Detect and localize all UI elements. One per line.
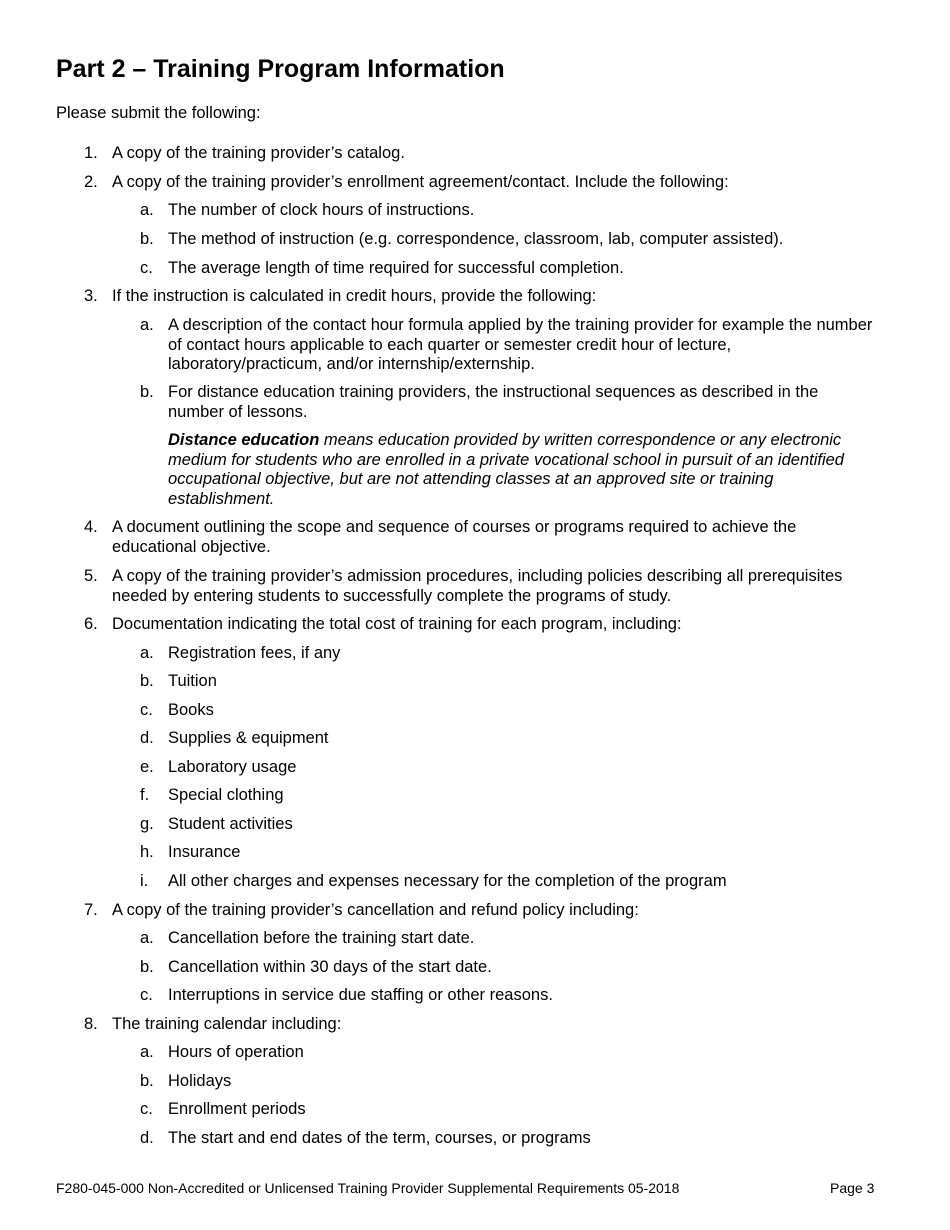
- sub-item-letter: a.: [140, 316, 154, 334]
- sub-item-letter: a.: [140, 929, 154, 947]
- sub-item-letter: d.: [140, 729, 154, 747]
- sub-item: Supplies & equipment: [168, 729, 329, 747]
- sub-item: The method of instruction (e.g. correspondence, classroom, lab, computer assisted).: [168, 230, 784, 248]
- page-title: Part 2 – Training Program Information: [56, 55, 505, 83]
- sub-item: Special clothing: [168, 786, 284, 804]
- sub-item-letter: a.: [140, 201, 154, 219]
- sub-item: Insurance: [168, 843, 241, 861]
- sub-item-letter: h.: [140, 843, 154, 861]
- sub-item: Enrollment periods: [168, 1100, 306, 1118]
- intro-text: Please submit the following:: [56, 104, 261, 122]
- sub-item-letter: b.: [140, 958, 154, 976]
- sub-item: Student activities: [168, 815, 293, 833]
- sub-item: The start and end dates of the term, courses, or programs: [168, 1129, 591, 1147]
- item-number: 2.: [84, 173, 98, 191]
- sub-item-letter: d.: [140, 1129, 154, 1147]
- list-item: If the instruction is calculated in credit hours, provide the following:: [112, 287, 597, 305]
- sub-item-letter: f.: [140, 786, 150, 804]
- sub-item-letter: a.: [140, 644, 154, 662]
- sub-item: Hours of operation: [168, 1043, 304, 1061]
- list-item: A copy of the training provider’s enrollment agreement/contact. Include the following:: [112, 173, 729, 191]
- sub-item-letter: b.: [140, 383, 154, 401]
- sub-item: The average length of time required for successful completion.: [168, 259, 624, 277]
- item-number: 8.: [84, 1015, 98, 1033]
- definition-term: Distance education: [168, 431, 320, 449]
- sub-item: Cancellation within 30 days of the start date.: [168, 958, 492, 976]
- sub-item: Books: [168, 701, 214, 719]
- item-number: 5.: [84, 567, 98, 585]
- item-number: 6.: [84, 615, 98, 633]
- footer-page-number: Page 3: [830, 1180, 875, 1196]
- sub-item-letter: e.: [140, 758, 154, 776]
- item-number: 1.: [84, 144, 98, 162]
- sub-item: Tuition: [168, 672, 217, 690]
- sub-item-letter: i.: [140, 872, 149, 890]
- sub-item-letter: c.: [140, 701, 153, 719]
- item-number: 3.: [84, 287, 98, 305]
- list-item: A copy of the training provider’s catalog.: [112, 144, 405, 162]
- sub-item: Holidays: [168, 1072, 232, 1090]
- list-item: A copy of the training provider’s admission procedures, including policies describing all prerequisites needed by entering students to successfully complete the programs of study.: [112, 567, 843, 605]
- sub-item-letter: g.: [140, 815, 154, 833]
- sub-item-letter: b.: [140, 230, 154, 248]
- sub-item-letter: c.: [140, 259, 153, 277]
- list-item: A document outlining the scope and sequence of courses or programs required to achieve the educational objective.: [112, 518, 797, 556]
- sub-item: Laboratory usage: [168, 758, 297, 776]
- list-item: The training calendar including:: [112, 1015, 342, 1033]
- sub-item: Interruptions in service due staffing or other reasons.: [168, 986, 553, 1004]
- footer-form-id: F280-045-000 Non-Accredited or Unlicensed Training Provider Supplemental Requirements 05-2018: [56, 1180, 680, 1196]
- sub-item: A description of the contact hour formula applied by the training provider for example the number of contact hours applicable to each quarter or semester credit hour of lecture, laboratory/practicum, and/or internship/externship.: [168, 316, 873, 373]
- item-number: 4.: [84, 518, 98, 536]
- definition-text: means education provided by written correspondence or any electronic medium for students who are enrolled in a private vocational school in pursuit of an identified occupational objective, but are not attending classes at an approved site or training establishment.: [168, 431, 844, 508]
- definition-note: [168, 431, 880, 509]
- sub-item: The number of clock hours of instructions.: [168, 201, 475, 219]
- list-item: A copy of the training provider’s cancellation and refund policy including:: [112, 901, 639, 919]
- sub-item-letter: b.: [140, 672, 154, 690]
- item-number: 7.: [84, 901, 98, 919]
- sub-item-letter: c.: [140, 986, 153, 1004]
- sub-item-letter: a.: [140, 1043, 154, 1061]
- list-item: Documentation indicating the total cost of training for each program, including:: [112, 615, 682, 633]
- sub-item: Cancellation before the training start date.: [168, 929, 475, 947]
- sub-item: For distance education training providers, the instructional sequences as described in the number of lessons.: [168, 383, 819, 421]
- sub-item: Registration fees, if any: [168, 644, 341, 662]
- sub-item-letter: c.: [140, 1100, 153, 1118]
- sub-item-letter: b.: [140, 1072, 154, 1090]
- sub-item: All other charges and expenses necessary for the completion of the program: [168, 872, 727, 890]
